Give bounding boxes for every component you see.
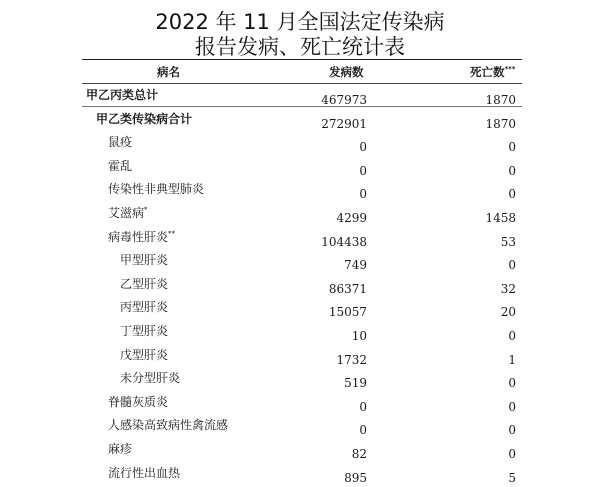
header-deaths-label: 死亡数 xyxy=(470,65,505,79)
disease-name-text: 艾滋病 xyxy=(108,206,145,220)
table-row xyxy=(82,251,522,275)
table-title-line-2: 报告发病、死亡统计表 xyxy=(195,35,405,59)
disease-name xyxy=(108,416,228,433)
table-row xyxy=(82,133,522,157)
cases-value: 0 xyxy=(359,163,367,178)
disease-name-text: 甲型肝炎 xyxy=(120,253,169,268)
table-row xyxy=(82,346,522,370)
cases-value: 104438 xyxy=(321,234,367,249)
disease-name xyxy=(108,464,180,481)
table-row xyxy=(82,86,522,110)
table-row xyxy=(82,464,522,487)
disease-name-text: 丙型肝炎 xyxy=(120,300,169,315)
deaths-value: 1 xyxy=(508,352,516,367)
header-deaths-footnote-mark: *** xyxy=(504,65,516,74)
disease-name xyxy=(108,204,148,221)
table-row xyxy=(82,228,522,252)
cases-value: 86371 xyxy=(328,281,367,296)
disease-name-text: 人感染高致病性禽流感 xyxy=(108,418,229,433)
deaths-value: 0 xyxy=(508,329,516,343)
cases-value: 272901 xyxy=(321,116,367,131)
table-row xyxy=(82,110,522,134)
cases-value: 0 xyxy=(359,187,367,202)
disease-name xyxy=(108,228,175,245)
deaths-value: 5 xyxy=(508,470,516,485)
disease-name-text: 戊型肝炎 xyxy=(120,347,169,362)
top-rule xyxy=(82,59,522,60)
disease-name xyxy=(120,251,168,268)
deaths-value: 0 xyxy=(508,187,516,202)
table-row xyxy=(82,204,522,228)
table-row xyxy=(82,275,522,299)
disease-name-text: 乙型肝炎 xyxy=(120,276,169,291)
deaths-value: 0 xyxy=(508,423,516,438)
deaths-value: 1870 xyxy=(485,93,516,107)
disease-name xyxy=(108,133,132,150)
cases-value: 749 xyxy=(344,258,367,273)
deaths-value: 0 xyxy=(508,376,516,391)
disease-name xyxy=(120,346,168,363)
deaths-value: 1870 xyxy=(485,116,516,131)
cases-value: 1732 xyxy=(336,352,367,367)
disease-name-text: 传染性非典型肺炎 xyxy=(108,182,205,197)
deaths-value: 0 xyxy=(508,140,516,155)
cases-value: 4299 xyxy=(336,211,367,225)
cases-value: 895 xyxy=(344,470,367,485)
disease-name xyxy=(120,369,180,386)
disease-name xyxy=(96,110,192,127)
table-row xyxy=(82,393,522,417)
disease-name xyxy=(108,180,204,197)
table-row xyxy=(82,416,522,440)
disease-name xyxy=(108,157,132,174)
footnote-mark: ** xyxy=(168,229,176,238)
table-row xyxy=(82,298,522,322)
deaths-value: 0 xyxy=(508,447,516,461)
disease-name xyxy=(120,322,168,339)
header-disease-name: 病名 xyxy=(157,65,180,79)
deaths-value: 20 xyxy=(500,305,516,320)
disease-name-text: 流行性出血热 xyxy=(108,465,181,480)
deaths-value: 32 xyxy=(500,281,516,296)
cases-value: 82 xyxy=(351,447,367,461)
disease-name xyxy=(120,298,168,315)
disease-name-text: 丁型肝炎 xyxy=(120,324,169,338)
disease-name xyxy=(108,393,168,410)
header-cases: 发病数 xyxy=(329,65,364,79)
deaths-value: 53 xyxy=(500,234,516,249)
disease-name-text: 甲乙丙类总计 xyxy=(86,88,159,102)
deaths-value: 1458 xyxy=(485,211,516,225)
cases-value: 0 xyxy=(359,399,367,414)
footnote-mark: * xyxy=(144,206,148,214)
disease-name-text: 未分型肝炎 xyxy=(120,371,181,386)
table-row xyxy=(82,157,522,181)
disease-name-text: 鼠疫 xyxy=(108,135,133,150)
cases-value: 0 xyxy=(359,140,367,155)
disease-name-text: 脊髓灰质炎 xyxy=(108,394,169,409)
disease-name-text: 病毒性肝炎 xyxy=(108,229,169,244)
table-row xyxy=(82,322,522,346)
disease-name xyxy=(120,275,168,292)
table-row xyxy=(82,180,522,204)
deaths-value: 0 xyxy=(508,163,516,178)
cases-value: 519 xyxy=(344,376,367,391)
disease-name-text: 麻疹 xyxy=(108,442,133,456)
disease-name xyxy=(86,86,158,103)
table-row xyxy=(82,369,522,393)
table-title-line-1: 2022 年 11 月全国法定传染病 xyxy=(155,10,445,34)
header-rule xyxy=(82,83,522,84)
cases-value: 15057 xyxy=(328,305,367,320)
header-deaths xyxy=(470,64,515,80)
deaths-value: 0 xyxy=(508,258,516,273)
disease-name-text: 霍乱 xyxy=(108,158,133,173)
cases-value: 0 xyxy=(359,423,367,438)
cases-value: 10 xyxy=(351,329,367,343)
disease-name-text: 甲乙类传染病合计 xyxy=(96,111,193,126)
table-row xyxy=(82,440,522,464)
cases-value: 467973 xyxy=(321,93,367,107)
deaths-value: 0 xyxy=(508,399,516,414)
disease-name xyxy=(108,440,132,457)
